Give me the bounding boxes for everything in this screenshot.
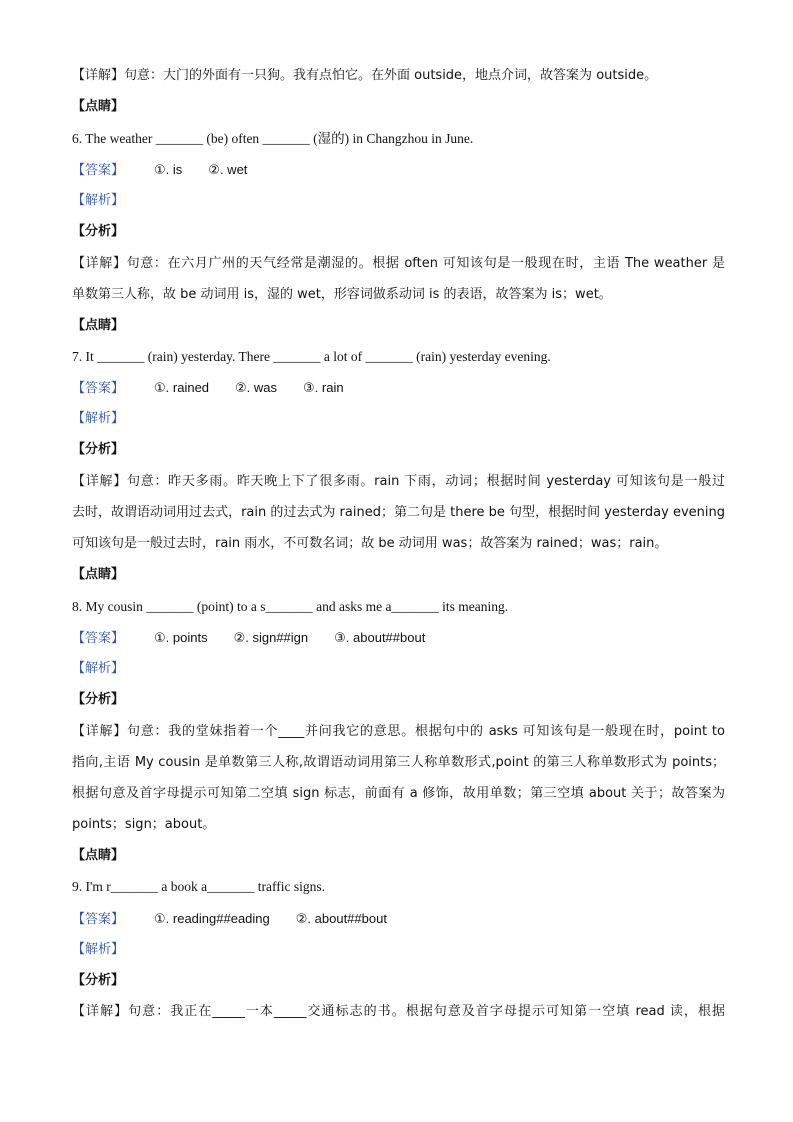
analysis-heading: 【解析】: [72, 661, 125, 676]
analysis-heading: 【解析】: [72, 411, 125, 426]
detail-line: 可知该句是一般过去时，rain 雨水，不可数名词；故 be 动词用 was；故答案为 rained；was；rain。: [72, 536, 668, 551]
answer-item: ③. rain: [303, 380, 344, 395]
detail-line: 去时，故谓语动词用过去式，rain 的过去式为 rained；第二句是 there be 句型，根据时间 yesterday evening: [72, 505, 725, 520]
note-heading: 【点睛】: [72, 567, 125, 582]
answer-item: ②. wet: [208, 162, 248, 177]
answer-item: ②. was: [235, 380, 278, 395]
answer-item: ①. reading##eading: [154, 911, 270, 926]
analysis-heading: 【解析】: [72, 942, 125, 957]
answer-9: [72, 909, 725, 929]
question-7: 7. It _______ (rain) yesterday. There _______ a lot of _______ (rain) yesterday evening.: [72, 349, 551, 364]
question-8: 8. My cousin _______ (point) to a s_______ and asks me a_______ its meaning.: [72, 599, 509, 614]
answer-tag: 【答案】: [72, 631, 125, 646]
detail-line: 【详解】句意：我正在_____一本_____交通标志的书。根据句意及首字母提示可知第一空填 read 读，根据: [72, 1004, 725, 1019]
question-9: 9. I'm r_______ a book a_______ traffic signs.: [72, 879, 326, 894]
detail-line: points；sign；about。: [72, 817, 216, 832]
answer-item: ①. rained: [154, 380, 210, 395]
answer-tag: 【答案】: [72, 912, 125, 927]
answer-item: ③. about##bout: [334, 630, 426, 645]
breakdown-heading: 【分析】: [72, 973, 125, 988]
detail-line: 【详解】句意：昨天多雨。昨天晚上下了很多雨。rain 下雨，动词；根据时间 yesterday 可知该句是一般过: [72, 474, 725, 489]
breakdown-heading: 【分析】: [72, 224, 125, 239]
detail-line: 单数第三人称，故 be 动词用 is，湿的 wet，形容词做系动词 is 的表语，故答案为 is；wet。: [72, 287, 612, 302]
answer-item: ①. is: [154, 162, 183, 177]
breakdown-heading: 【分析】: [72, 692, 125, 707]
answer-tag: 【答案】: [72, 381, 125, 396]
answer-item: ②. about##bout: [295, 911, 387, 926]
question-6: 6. The weather _______ (be) often _______ (湿的) in Changzhou in June.: [72, 131, 474, 146]
answer-6: [72, 160, 725, 180]
breakdown-heading: 【分析】: [72, 442, 125, 457]
answer-item: ①. points: [154, 630, 208, 645]
detail-line: 【详解】句意：大门的外面有一只狗。我有点怕它。在外面 outside，地点介词，故答案为 outside。: [72, 68, 658, 83]
answer-tag: 【答案】: [72, 163, 125, 178]
answer-8: [72, 628, 725, 648]
detail-line: 指向,主语 My cousin 是单数第三人称,故谓语动词用第三人称单数形式,point 的第三人称单数形式为 points；: [72, 755, 725, 770]
detail-line: 【详解】句意：我的堂妹指着一个____并问我它的意思。根据句中的 asks 可知该句是一般现在时，point to: [72, 724, 725, 739]
analysis-heading: 【解析】: [72, 193, 125, 208]
answer-item: ②. sign##ign: [233, 630, 309, 645]
note-heading: 【点睛】: [72, 318, 125, 333]
note-heading: 【点睛】: [72, 99, 125, 114]
answer-7: [72, 378, 725, 398]
detail-line: 【详解】句意：在六月广州的天气经常是潮湿的。根据 often 可知该句是一般现在时，主语 The weather 是: [72, 256, 725, 271]
detail-line: 根据句意及首字母提示可知第二空填 sign 标志，前面有 a 修饰，故用单数；第三空填 about 关于；故答案为: [72, 786, 725, 801]
note-heading: 【点睛】: [72, 848, 125, 863]
